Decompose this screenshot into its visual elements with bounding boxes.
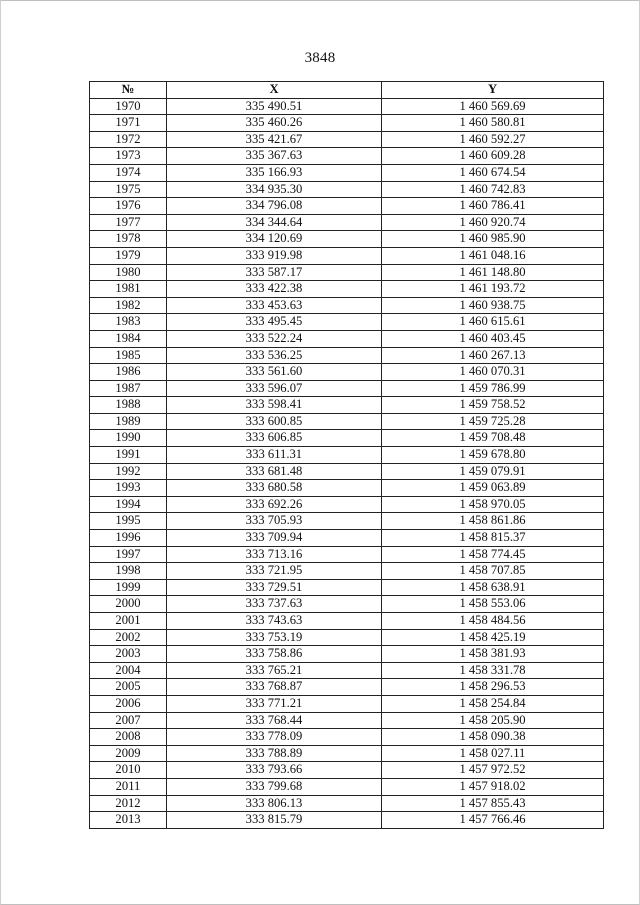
cell-y: 1 458 331.78 — [382, 662, 604, 679]
cell-x: 333 611.31 — [167, 447, 382, 464]
cell-y: 1 458 027.11 — [382, 745, 604, 762]
table-row — [90, 596, 604, 613]
cell-number: 2005 — [90, 679, 167, 696]
cell-x: 333 587.17 — [167, 264, 382, 281]
cell-y: 1 460 985.90 — [382, 231, 604, 248]
cell-y: 1 460 786.41 — [382, 198, 604, 215]
cell-number: 1971 — [90, 115, 167, 132]
table-row — [90, 646, 604, 663]
cell-x: 333 721.95 — [167, 563, 382, 580]
cell-y: 1 457 766.46 — [382, 812, 604, 829]
table-row — [90, 496, 604, 513]
cell-x: 333 815.79 — [167, 812, 382, 829]
table-row — [90, 762, 604, 779]
cell-x: 333 705.93 — [167, 513, 382, 530]
cell-y: 1 460 674.54 — [382, 164, 604, 181]
cell-y: 1 458 381.93 — [382, 646, 604, 663]
cell-number: 1994 — [90, 496, 167, 513]
cell-x: 333 768.44 — [167, 712, 382, 729]
cell-y: 1 459 063.89 — [382, 480, 604, 497]
cell-number: 1981 — [90, 281, 167, 298]
cell-x: 333 753.19 — [167, 629, 382, 646]
table-row — [90, 795, 604, 812]
table-row — [90, 729, 604, 746]
cell-number: 2006 — [90, 695, 167, 712]
cell-y: 1 460 070.31 — [382, 364, 604, 381]
cell-x: 333 692.26 — [167, 496, 382, 513]
cell-x: 333 680.58 — [167, 480, 382, 497]
cell-number: 1985 — [90, 347, 167, 364]
cell-x: 333 793.66 — [167, 762, 382, 779]
cell-number: 2009 — [90, 745, 167, 762]
cell-y: 1 458 707.85 — [382, 563, 604, 580]
cell-number: 1977 — [90, 214, 167, 231]
cell-number: 2003 — [90, 646, 167, 663]
cell-x: 333 788.89 — [167, 745, 382, 762]
coordinates-table — [89, 81, 604, 829]
cell-number: 2010 — [90, 762, 167, 779]
cell-y: 1 459 725.28 — [382, 413, 604, 430]
table-row — [90, 480, 604, 497]
cell-x: 334 935.30 — [167, 181, 382, 198]
table-row — [90, 297, 604, 314]
header-number: № — [90, 82, 167, 99]
cell-y: 1 458 296.53 — [382, 679, 604, 696]
cell-x: 333 737.63 — [167, 596, 382, 613]
cell-x: 335 421.67 — [167, 131, 382, 148]
cell-number: 1979 — [90, 247, 167, 264]
cell-number: 1998 — [90, 563, 167, 580]
cell-number: 1970 — [90, 98, 167, 115]
cell-y: 1 458 861.86 — [382, 513, 604, 530]
cell-x: 333 806.13 — [167, 795, 382, 812]
cell-y: 1 461 148.80 — [382, 264, 604, 281]
cell-x: 333 606.85 — [167, 430, 382, 447]
cell-number: 1975 — [90, 181, 167, 198]
cell-y: 1 461 193.72 — [382, 281, 604, 298]
cell-x: 333 598.41 — [167, 397, 382, 414]
cell-number: 1974 — [90, 164, 167, 181]
cell-y: 1 460 742.83 — [382, 181, 604, 198]
cell-number: 2002 — [90, 629, 167, 646]
cell-number: 1978 — [90, 231, 167, 248]
cell-number: 1988 — [90, 397, 167, 414]
cell-y: 1 460 938.75 — [382, 297, 604, 314]
cell-number: 1999 — [90, 579, 167, 596]
cell-y: 1 458 970.05 — [382, 496, 604, 513]
table-row — [90, 629, 604, 646]
header-y: Y — [382, 82, 604, 99]
table-row — [90, 115, 604, 132]
table-row — [90, 563, 604, 580]
table-row — [90, 281, 604, 298]
table-row — [90, 397, 604, 414]
table-row — [90, 181, 604, 198]
cell-x: 334 120.69 — [167, 231, 382, 248]
table-row — [90, 613, 604, 630]
cell-number: 1976 — [90, 198, 167, 215]
table-row — [90, 679, 604, 696]
table-row — [90, 164, 604, 181]
cell-y: 1 457 855.43 — [382, 795, 604, 812]
cell-x: 334 796.08 — [167, 198, 382, 215]
table-row — [90, 231, 604, 248]
cell-x: 333 600.85 — [167, 413, 382, 430]
table-header-row — [90, 82, 604, 99]
table-row — [90, 579, 604, 596]
cell-y: 1 457 972.52 — [382, 762, 604, 779]
cell-y: 1 460 615.61 — [382, 314, 604, 331]
table-row — [90, 530, 604, 547]
cell-y: 1 458 815.37 — [382, 530, 604, 547]
cell-x: 333 799.68 — [167, 778, 382, 795]
cell-x: 335 367.63 — [167, 148, 382, 165]
cell-x: 333 765.21 — [167, 662, 382, 679]
cell-number: 2013 — [90, 812, 167, 829]
cell-number: 2012 — [90, 795, 167, 812]
cell-x: 333 536.25 — [167, 347, 382, 364]
cell-y: 1 457 918.02 — [382, 778, 604, 795]
cell-x: 333 422.38 — [167, 281, 382, 298]
header-x: X — [167, 82, 382, 99]
cell-x: 333 778.09 — [167, 729, 382, 746]
cell-y: 1 460 569.69 — [382, 98, 604, 115]
table-row — [90, 430, 604, 447]
cell-y: 1 459 079.91 — [382, 463, 604, 480]
cell-number: 1982 — [90, 297, 167, 314]
cell-y: 1 460 580.81 — [382, 115, 604, 132]
table-row — [90, 463, 604, 480]
table-row — [90, 745, 604, 762]
cell-y: 1 458 638.91 — [382, 579, 604, 596]
cell-y: 1 460 403.45 — [382, 330, 604, 347]
cell-x: 333 681.48 — [167, 463, 382, 480]
table-row — [90, 812, 604, 829]
cell-number: 1987 — [90, 380, 167, 397]
cell-number: 1973 — [90, 148, 167, 165]
cell-x: 335 490.51 — [167, 98, 382, 115]
cell-number: 2007 — [90, 712, 167, 729]
table-row — [90, 513, 604, 530]
cell-number: 1984 — [90, 330, 167, 347]
table-row — [90, 413, 604, 430]
cell-number: 1983 — [90, 314, 167, 331]
table-row — [90, 380, 604, 397]
table-row — [90, 712, 604, 729]
cell-number: 2008 — [90, 729, 167, 746]
cell-x: 333 729.51 — [167, 579, 382, 596]
table-row — [90, 778, 604, 795]
table-row — [90, 364, 604, 381]
cell-x: 333 596.07 — [167, 380, 382, 397]
table-row — [90, 662, 604, 679]
cell-x: 333 561.60 — [167, 364, 382, 381]
page-number: 3848 — [304, 50, 336, 66]
cell-x: 333 495.45 — [167, 314, 382, 331]
cell-y: 1 458 553.06 — [382, 596, 604, 613]
cell-number: 2001 — [90, 613, 167, 630]
cell-number: 2000 — [90, 596, 167, 613]
cell-x: 333 709.94 — [167, 530, 382, 547]
table-row — [90, 314, 604, 331]
cell-x: 335 460.26 — [167, 115, 382, 132]
cell-number: 1993 — [90, 480, 167, 497]
cell-y: 1 458 254.84 — [382, 695, 604, 712]
cell-number: 1972 — [90, 131, 167, 148]
table-row — [90, 264, 604, 281]
table-row — [90, 131, 604, 148]
cell-number: 1991 — [90, 447, 167, 464]
table-row — [90, 546, 604, 563]
cell-number: 1986 — [90, 364, 167, 381]
cell-x: 334 344.64 — [167, 214, 382, 231]
cell-number: 1995 — [90, 513, 167, 530]
cell-y: 1 459 678.80 — [382, 447, 604, 464]
cell-y: 1 460 609.28 — [382, 148, 604, 165]
cell-y: 1 458 205.90 — [382, 712, 604, 729]
cell-y: 1 460 920.74 — [382, 214, 604, 231]
cell-number: 1990 — [90, 430, 167, 447]
table-row — [90, 447, 604, 464]
cell-y: 1 458 090.38 — [382, 729, 604, 746]
cell-number: 2004 — [90, 662, 167, 679]
cell-number: 1996 — [90, 530, 167, 547]
cell-x: 333 771.21 — [167, 695, 382, 712]
table-row — [90, 214, 604, 231]
cell-x: 333 919.98 — [167, 247, 382, 264]
table-row — [90, 695, 604, 712]
cell-y: 1 459 758.52 — [382, 397, 604, 414]
cell-number: 2011 — [90, 778, 167, 795]
cell-number: 1997 — [90, 546, 167, 563]
cell-y: 1 458 484.56 — [382, 613, 604, 630]
cell-y: 1 460 592.27 — [382, 131, 604, 148]
cell-y: 1 459 708.48 — [382, 430, 604, 447]
cell-x: 333 743.63 — [167, 613, 382, 630]
cell-y: 1 459 786.99 — [382, 380, 604, 397]
table-row — [90, 198, 604, 215]
cell-number: 1989 — [90, 413, 167, 430]
cell-x: 333 453.63 — [167, 297, 382, 314]
cell-y: 1 461 048.16 — [382, 247, 604, 264]
table-row — [90, 247, 604, 264]
cell-x: 333 522.24 — [167, 330, 382, 347]
cell-number: 1992 — [90, 463, 167, 480]
table-row — [90, 347, 604, 364]
cell-x: 335 166.93 — [167, 164, 382, 181]
table-row — [90, 330, 604, 347]
cell-x: 333 713.16 — [167, 546, 382, 563]
table-body — [90, 98, 604, 828]
cell-y: 1 460 267.13 — [382, 347, 604, 364]
cell-y: 1 458 425.19 — [382, 629, 604, 646]
table-row — [90, 148, 604, 165]
table-row — [90, 98, 604, 115]
cell-x: 333 768.87 — [167, 679, 382, 696]
cell-y: 1 458 774.45 — [382, 546, 604, 563]
cell-number: 1980 — [90, 264, 167, 281]
cell-x: 333 758.86 — [167, 646, 382, 663]
